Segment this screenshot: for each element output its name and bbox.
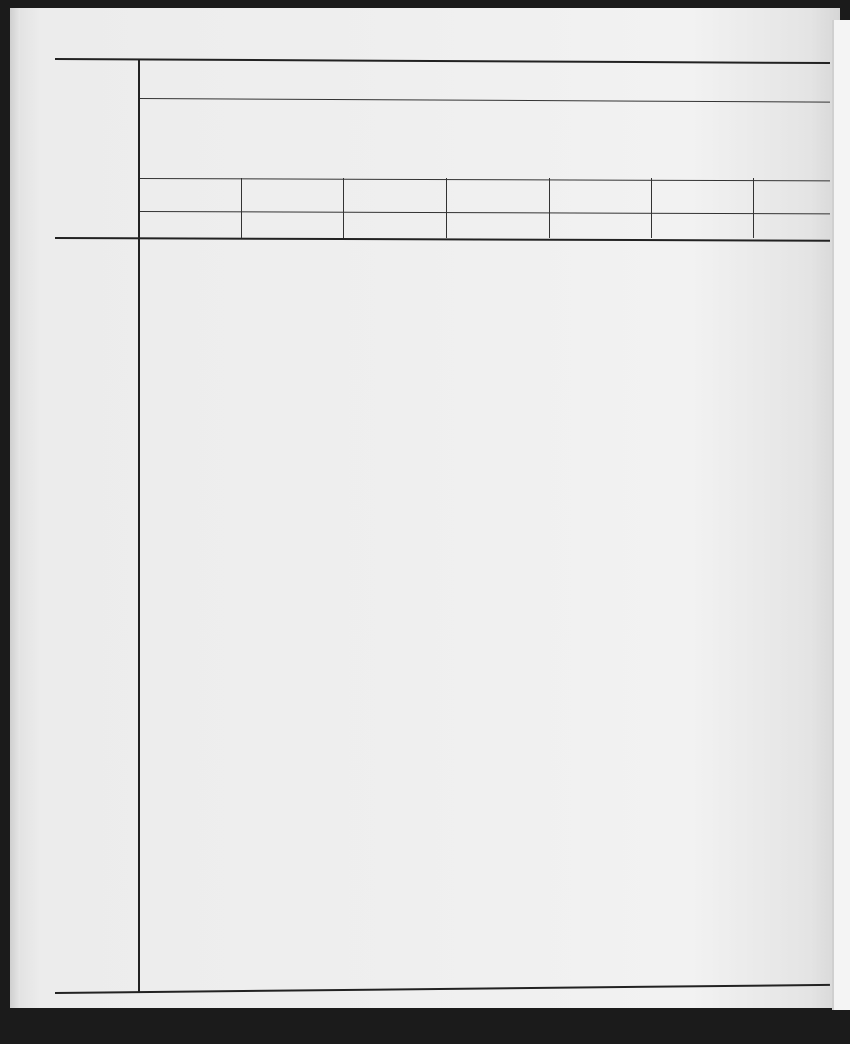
col-divider-1 [241,178,242,238]
col-divider-5 [651,178,652,238]
document-page [10,8,840,1008]
col-divider-4 [549,178,550,238]
page-binding [10,8,20,1008]
col-divider-2 [343,178,344,238]
next-page-edge [832,20,850,1010]
stub-divider [138,59,140,993]
col-divider-3 [446,178,447,238]
col-divider-6 [753,178,754,238]
footnote [143,1000,207,1015]
